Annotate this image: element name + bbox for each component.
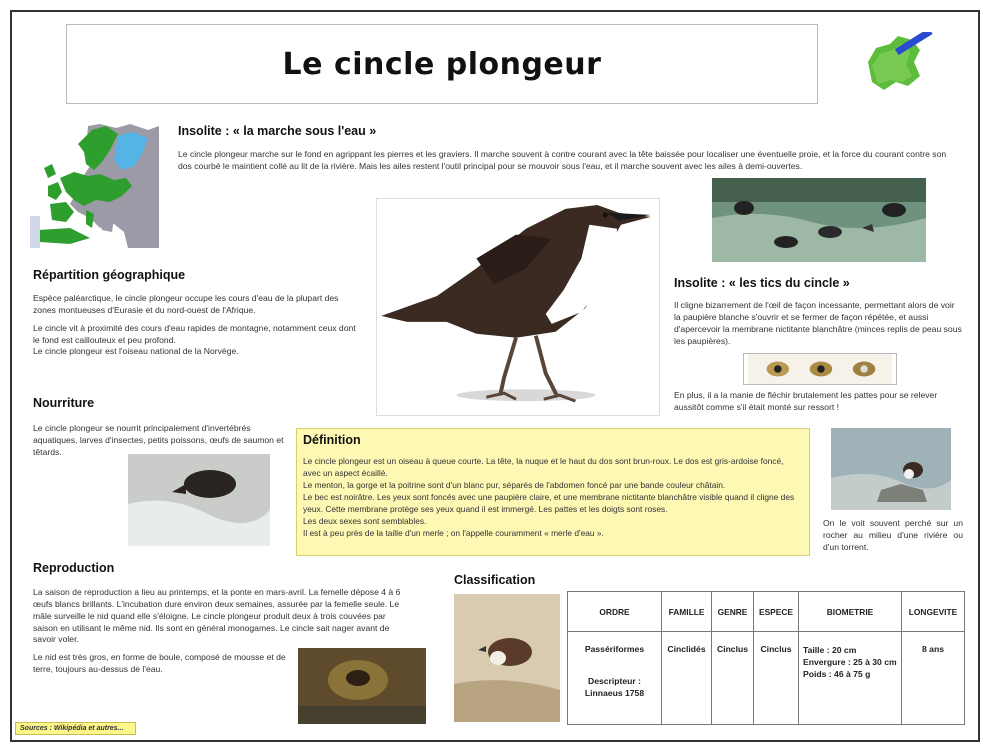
header-famille: FAMILLE bbox=[662, 592, 712, 632]
perched-dipper-photo bbox=[831, 428, 951, 510]
page-title: Le cincle plongeur bbox=[282, 46, 602, 82]
nest-photo bbox=[298, 648, 426, 724]
reproduction-text: La saison de reproduction a lieu au printemps, et la ponte en mars-avril. La femelle dépose 4 à 6 œufs blancs brillants. L'incubation dure environ deux semaines, assurée par la femelle seule. Le mâle surveille le nid quand elle s'éloigne. Le cincle plongeur produit deux à trois couvées par saison en utilisant le même nid. Ils sont en général monogames. Le cincle sait nager avant de savoir voler. Le nid est très gros, en forme de boule, composé de mousse et de terre, toujours au-dessus de l'eau. bbox=[33, 587, 401, 675]
classification-table bbox=[567, 591, 965, 725]
insolite-tics-text: Il cligne bizarrement de l'œil de façon incessante, permettant alors de voir la paupière blanche s'ouvrir et se fermer de façon répétée, et aussi d'apercevoir la membrane nictitante blanchâtre (minces replis de peau sous les paupières). bbox=[674, 300, 962, 346]
cell-ordre: Passériformes Descripteur : Linnaeus 1758 bbox=[568, 632, 662, 725]
feeding-dipper-photo bbox=[128, 454, 270, 546]
insolite-tics-title: Insolite : « les tics du cincle » bbox=[674, 276, 850, 290]
cell-espece: Cinclus bbox=[754, 632, 799, 725]
definition-title: Définition bbox=[303, 433, 361, 447]
definition-box bbox=[296, 428, 810, 556]
table-row bbox=[568, 632, 965, 725]
insolite-marche-title: Insolite : « la marche sous l'eau » bbox=[178, 124, 377, 138]
table-header-row bbox=[568, 592, 965, 632]
cell-biometrie: Taille : 20 cm Envergure : 25 à 30 cm Poids : 46 à 75 g bbox=[799, 632, 902, 725]
cell-longevite: 8 ans bbox=[902, 632, 965, 725]
definition-line: Le menton, la gorge et la poitrine sont d'un blanc pur, séparés de l'abdomen foncé par une bande couleur châtain. bbox=[303, 480, 726, 491]
header-biometrie: BIOMETRIE bbox=[799, 592, 902, 632]
header-espece: ESPECE bbox=[754, 592, 799, 632]
dipper-engraving bbox=[454, 594, 560, 722]
europe-range-map bbox=[30, 120, 159, 248]
classification-title: Classification bbox=[454, 573, 536, 587]
header-genre: GENRE bbox=[712, 592, 754, 632]
sources-note: Sources : Wikipédia et autres... bbox=[15, 722, 136, 735]
eye-blink-photos bbox=[743, 353, 897, 385]
dipper-illustration bbox=[376, 198, 660, 416]
definition-line: Il est à peu près de la taille d'un merle ; on l'appelle couramment « merle d'eau ». bbox=[303, 528, 604, 539]
region-map-logo bbox=[862, 32, 938, 96]
insolite-pattes-text: En plus, il a la manie de fléchir brutalement les pattes pour se relever aussitôt comme s'il était monté sur ressort ! bbox=[674, 390, 938, 412]
reproduction-title: Reproduction bbox=[33, 561, 115, 575]
nourriture-title: Nourriture bbox=[33, 396, 95, 410]
perch-text: On le voit souvent perché sur un rocher au milieu d'une rivière ou d'un torrent. bbox=[823, 518, 963, 552]
repartition-text: Espèce paléarctique, le cincle plongeur occupe les cours d'eau de la plupart des zones montueuses d'Eurasie et du nord-ouest de l'Afrique. Le cincle vit à proximité des cours d'eau rapides de montagne, notamment ceux dont le fond est caillouteux et peu profond. Le cincle plongeur est l'oiseau national de la Norvège. bbox=[33, 293, 356, 357]
underwater-dippers-photo bbox=[712, 178, 926, 262]
title-box bbox=[66, 24, 818, 104]
insolite-marche-text: Le cincle plongeur marche sur le fond en agrippant les pierres et les graviers. Il marche souvent à contre courant avec la tête baissée pour localiser une éventuelle proie, et la force du courant contre son dos courbé le maintient collé au lit de la rivière. Mais les ailes restent l'outil principal pour se mouvoir sous l'eau, et il marche souvent avec les ailes à demi-ouvertes. bbox=[178, 149, 947, 171]
nourriture-text: Le cincle plongeur se nourrit principalement d'invertébrés aquatiques, larves d'insectes, petits poissons, œufs de saumon et têtards. bbox=[33, 423, 284, 457]
cell-genre: Cinclus bbox=[712, 632, 754, 725]
header-longevite: LONGEVITE bbox=[902, 592, 965, 632]
definition-line: Le bec est noirâtre. Les yeux sont foncés avec une paupière claire, et une membrane nictitante blanchâtre visible quand il cligne des yeux. Cette membrane protège ses yeux quand il est immergé. Les pattes et les doigts sont roses. bbox=[303, 492, 795, 515]
repartition-title: Répartition géographique bbox=[33, 268, 186, 282]
definition-line: Le cincle plongeur est un oiseau à queue courte. La tête, la nuque et le haut du dos sont brun-roux. Le dos est gris-ardoise foncé, avec un aspect écaillé. bbox=[303, 456, 784, 479]
header-ordre: ORDRE bbox=[568, 592, 662, 632]
cell-famille: Cinclidés bbox=[662, 632, 712, 725]
definition-line: Les deux sexes sont semblables. bbox=[303, 516, 427, 527]
